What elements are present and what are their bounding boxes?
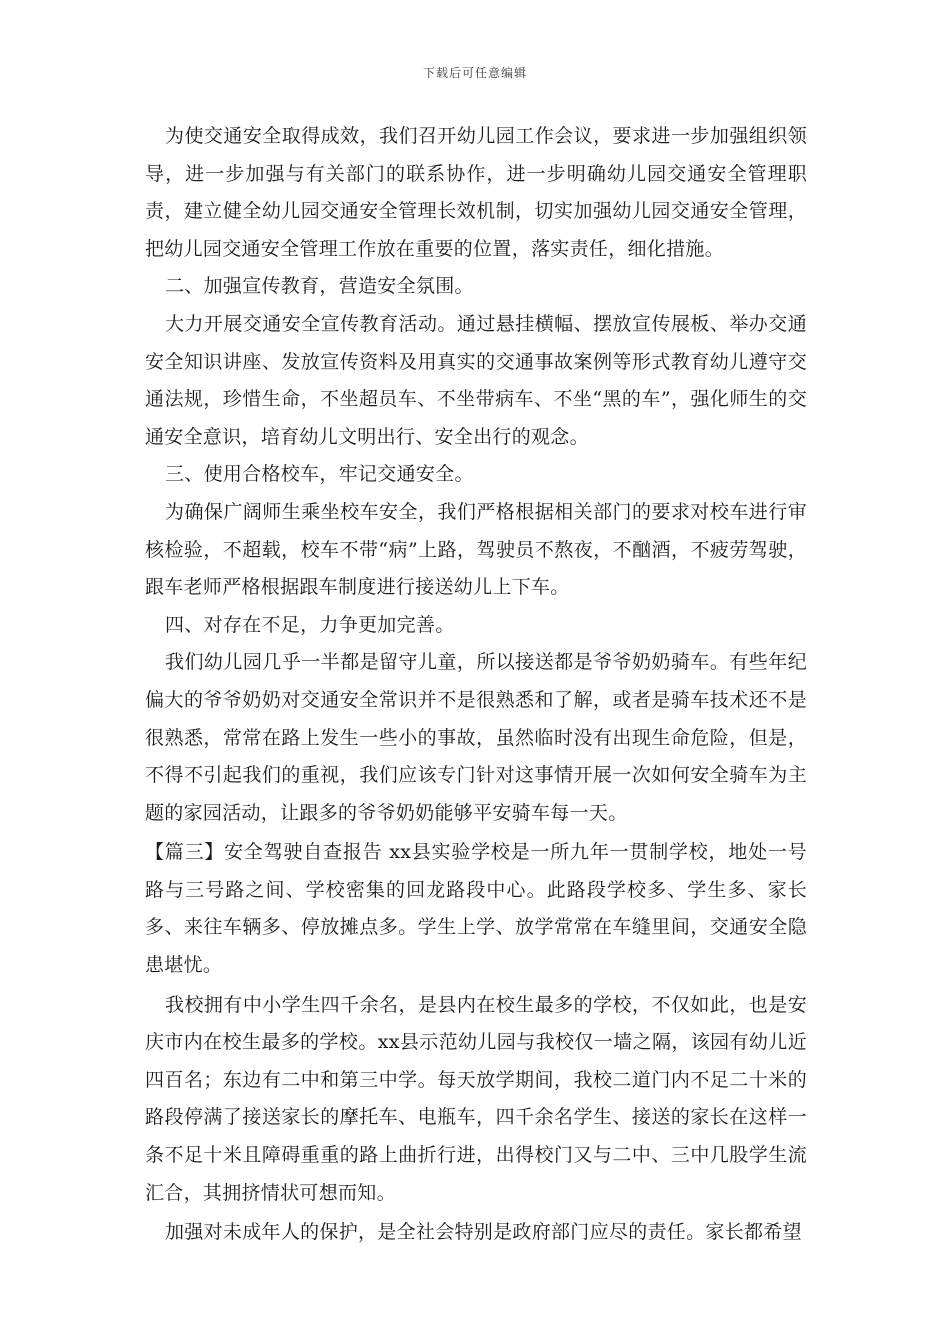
paragraph-school-bus: 为确保广阔师生乘坐校车安全，我们严格根据相关部门的要求对校车进行审核检验，不超载，校车不带“病”上路，驾驶员不熬夜，不酗酒，不疲劳驾驶，跟车老师严格根据跟车制度进行接送幼儿上下车。: [145, 500, 807, 599]
heading-improvement: 四、对存在不足，力争更加完善。: [165, 613, 455, 636]
paragraph-section-three: 【篇三】安全驾驶自查报告 xx县实验学校是一所九年一贯制学校，地处一号路与三号路之间、学校密集的回龙路段中心。此路段学校多、学生多、家长多、来往车辆多、停放摊点多。学生上学、放学常常在车缝里间，交通安全隐患堪忧。: [145, 841, 807, 977]
heading-publicity: 二、加强宣传教育，营造安全氛围。: [165, 275, 474, 298]
paragraph-minor-protection: 加强对未成年人的保护，是全社会特别是政府部门应尽的责任。家长都希望: [165, 1221, 802, 1244]
paragraph-publicity: 大力开展交通安全宣传教育活动。通过悬挂横幅、摆放宣传展板、举办交通安全知识讲座、发放宣传资料及用真实的交通事故案例等形式教育幼儿遵守交通法规，珍惜生命，不坐超员车、不坐带病车、不坐“黑的车”，强化师生的交通安全意识，培育幼儿文明出行、安全出行的观念。: [145, 312, 807, 448]
paragraph-school-students: 我校拥有中小学生四千余名，是县内在校生最多的学校，不仅如此，也是安庆市内在校生最多的学校。xx县示范幼儿园与我校仅一墙之隔，该园有幼儿近四百名；东边有二中和第三中学。每天放学期间，我校二道门内不足二十米的路段停满了接送家长的摩托车、电瓶车，四千余名学生、接送的家长在这样一条不足十米且障碍重重的路上曲折行进，出得校门又与二中、三中几股学生流汇合，其拥挤情状可想而知。: [145, 993, 807, 1204]
heading-school-bus: 三、使用合格校车，牢记交通安全。: [165, 463, 474, 486]
document-body: [145, 118, 807, 1252]
page-header: 下载后可任意编辑: [422, 66, 527, 80]
paragraph-management: 为使交通安全取得成效，我们召开幼儿园工作会议，要求进一步加强组织领导，进一步加强与有关部门的联系协作，进一步明确幼儿园交通安全管理职责，建立健全幼儿园交通安全管理长效机制，切实加强幼儿园交通安全管理，把幼儿园交通安全管理工作放在重要的位置，落实责任，细化措施。: [145, 125, 807, 260]
paragraph-improvement: 我们幼儿园几乎一半都是留守儿童，所以接送都是爷爷奶奶骑车。有些年纪偏大的爷爷奶奶对交通安全常识并不是很熟悉和了解，或者是骑车技术还不是很熟悉，常常在路上发生一些小的事故，虽然临时没有出现生命危险，但是，不得不引起我们的重视，我们应该专门针对这事情开展一次如何安全骑车为主题的家园活动，让跟多的爷爷奶奶能够平安骑车每一天。: [145, 651, 807, 824]
